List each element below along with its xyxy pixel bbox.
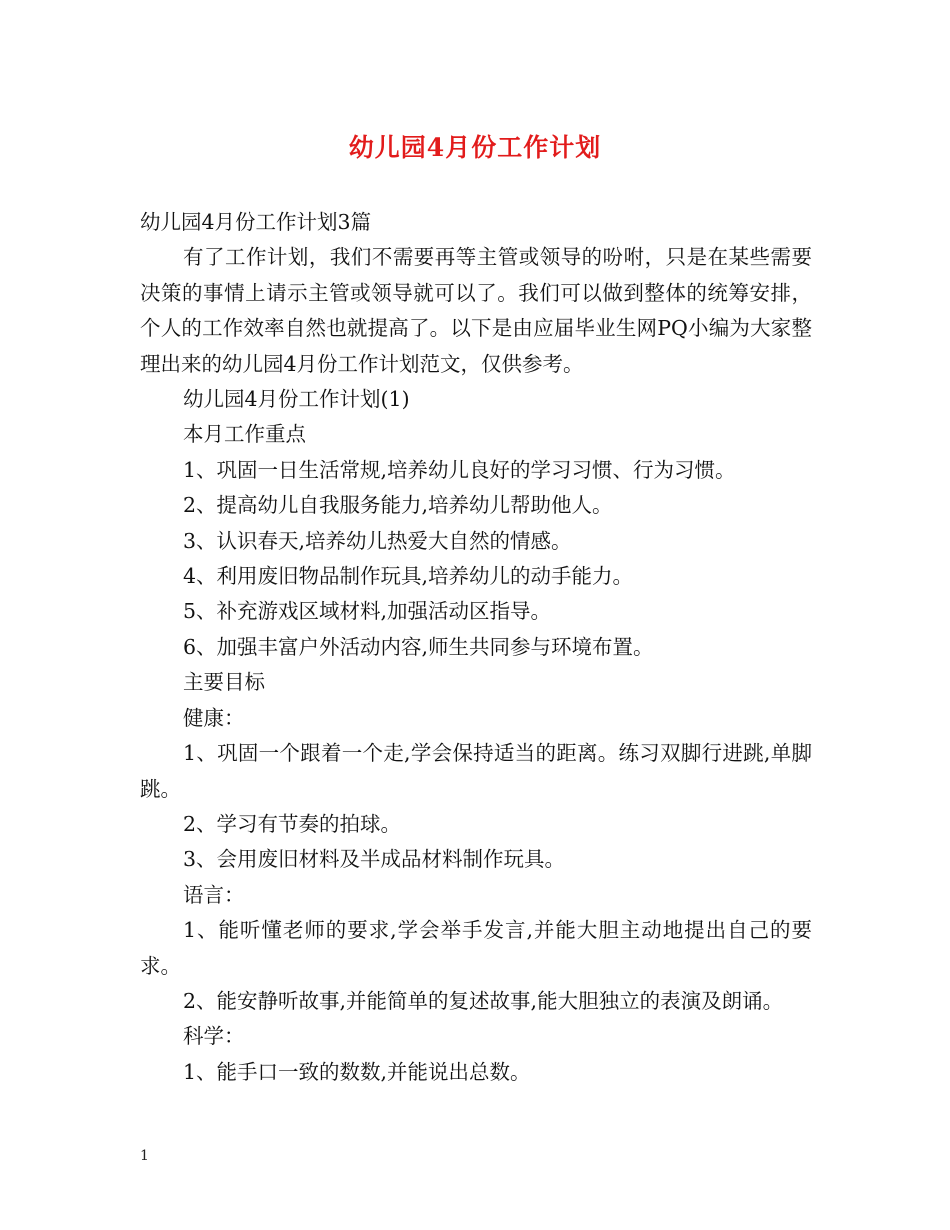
page-number: 1 (140, 1148, 149, 1164)
document-body (140, 205, 812, 1090)
paragraph-focus-item: 3、认识春天,培养幼儿热爱大自然的情感。 (183, 528, 572, 553)
paragraph-health-heading: 健康： (183, 705, 245, 730)
document-title: 幼儿园4月份工作计划 (348, 133, 602, 162)
paragraph-focus-item: 4、利用废旧物品制作玩具,培养幼儿的动手能力。 (183, 564, 634, 589)
paragraph-focus-item: 5、补充游戏区域材料,加强活动区指导。 (183, 599, 552, 624)
paragraph-science-heading: 科学： (183, 1024, 245, 1049)
paragraph-language-heading: 语言： (183, 882, 245, 907)
paragraph-language-item: 2、能安静听故事,并能简单的复述故事,能大胆独立的表演及朗诵。 (183, 988, 784, 1013)
paragraph-subtitle: 幼儿园4月份工作计划3篇 (140, 210, 372, 234)
paragraph-focus-item: 6、加强丰富户外活动内容,师生共同参与环境布置。 (183, 634, 654, 659)
paragraph-health-item: 2、学习有节奏的拍球。 (183, 811, 402, 836)
paragraph-focus-item: 1、巩固一日生活常规,培养幼儿良好的学习习惯、行为习惯。 (183, 457, 736, 482)
paragraph-language-item: 1、能听懂老师的要求,学会举手发言,并能大胆主动地提出自己的要求。 (140, 918, 812, 978)
paragraph-goals-heading: 主要目标 (183, 670, 265, 695)
paragraph-focus-item: 2、提高幼儿自我服务能力,培养幼儿帮助他人。 (183, 493, 613, 518)
paragraph-health-item: 1、巩固一个跟着一个走,学会保持适当的距离。练习双脚行进跳,单脚跳。 (140, 741, 812, 801)
paragraph-health-item: 3、会用废旧材料及半成品材料制作玩具。 (183, 847, 566, 872)
paragraph-science-item: 1、能手口一致的数数,并能说出总数。 (183, 1059, 531, 1084)
paragraph-focus-heading: 本月工作重点 (183, 422, 306, 447)
paragraph-section-heading: 幼儿园4月份工作计划(1) (183, 387, 410, 412)
paragraph-intro: 有了工作计划，我们不需要再等主管或领导的吩咐，只是在某些需要决策的事情上请示主管或领导就可以了。我们可以做到整体的统筹安排，个人的工作效率自然也就提高了。以下是由应届毕业生网PQ小编为大家整理出来的幼儿园4月份工作计划范文，仅供参考。 (140, 245, 812, 376)
